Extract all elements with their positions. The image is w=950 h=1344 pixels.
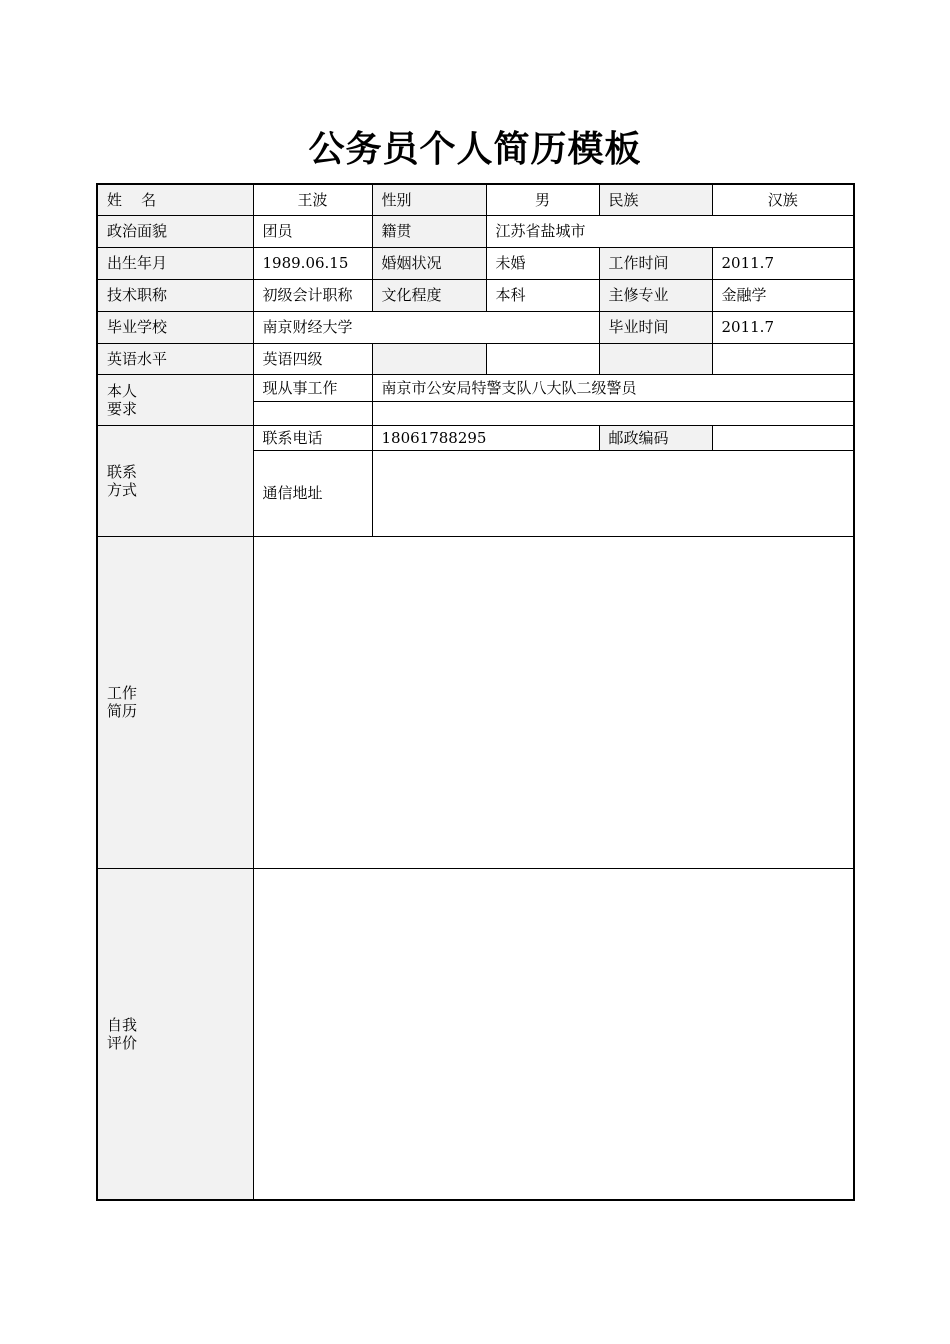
page-title: 公务员个人简历模板	[308, 129, 642, 170]
current-job-value[interactable]: 南京市公安局特警支队八大队二级警员	[372, 374, 854, 401]
blank-value-cell[interactable]	[712, 343, 854, 374]
work-history-value[interactable]	[253, 536, 854, 868]
self-evaluation-label: 自我 评价	[97, 868, 253, 1200]
phone-label: 联系电话	[253, 425, 372, 450]
marital-value[interactable]: 未婚	[486, 247, 599, 279]
postcode-value[interactable]	[712, 425, 854, 450]
address-label: 通信地址	[253, 450, 372, 536]
current-job-label: 现从事工作	[253, 374, 372, 401]
gender-value[interactable]: 男	[486, 184, 599, 215]
name-value[interactable]: 王波	[253, 184, 372, 215]
ethnicity-label: 民族	[599, 184, 712, 215]
request-label: 本人 要求	[97, 374, 253, 425]
table-row-political	[97, 215, 854, 247]
school-value[interactable]: 南京财经大学	[253, 311, 599, 343]
birth-value[interactable]: 1989.06.15	[253, 247, 372, 279]
table-row-request	[97, 374, 854, 401]
school-label: 毕业学校	[97, 311, 253, 343]
postcode-label: 邮政编码	[599, 425, 712, 450]
major-label: 主修专业	[599, 279, 712, 311]
name-label: 姓 名	[97, 184, 253, 215]
political-label: 政治面貌	[97, 215, 253, 247]
native-place-value[interactable]: 江苏省盐城市	[486, 215, 854, 247]
work-time-value[interactable]: 2011.7	[712, 247, 854, 279]
graduation-time-value[interactable]: 2011.7	[712, 311, 854, 343]
table-row-technical-title	[97, 279, 854, 311]
birth-label: 出生年月	[97, 247, 253, 279]
blank-value-cell[interactable]	[372, 401, 854, 425]
marital-label: 婚姻状况	[372, 247, 486, 279]
gender-label: 性别	[372, 184, 486, 215]
blank-label-cell	[599, 343, 712, 374]
table-row-birth	[97, 247, 854, 279]
education-value[interactable]: 本科	[486, 279, 599, 311]
table-row-school	[97, 311, 854, 343]
work-history-label: 工作 简历	[97, 536, 253, 868]
english-label: 英语水平	[97, 343, 253, 374]
table-row-self-evaluation	[97, 868, 854, 1200]
education-label: 文化程度	[372, 279, 486, 311]
blank-label-cell	[372, 343, 486, 374]
graduation-time-label: 毕业时间	[599, 311, 712, 343]
self-evaluation-value[interactable]	[253, 868, 854, 1200]
technical-title-label: 技术职称	[97, 279, 253, 311]
table-row-english	[97, 343, 854, 374]
ethnicity-value[interactable]: 汉族	[712, 184, 854, 215]
technical-title-value[interactable]: 初级会计职称	[253, 279, 372, 311]
resume-table	[96, 183, 855, 1201]
blank-value-cell[interactable]	[486, 343, 599, 374]
blank-value-cell[interactable]	[253, 401, 372, 425]
english-value[interactable]: 英语四级	[253, 343, 372, 374]
table-row-work-history	[97, 536, 854, 868]
contact-label: 联系 方式	[97, 425, 253, 536]
table-row-contact	[97, 425, 854, 450]
address-value[interactable]	[372, 450, 854, 536]
political-value[interactable]: 团员	[253, 215, 372, 247]
work-time-label: 工作时间	[599, 247, 712, 279]
table-row-name	[97, 184, 854, 215]
major-value[interactable]: 金融学	[712, 279, 854, 311]
native-place-label: 籍贯	[372, 215, 486, 247]
phone-value[interactable]: 18061788295	[372, 425, 599, 450]
